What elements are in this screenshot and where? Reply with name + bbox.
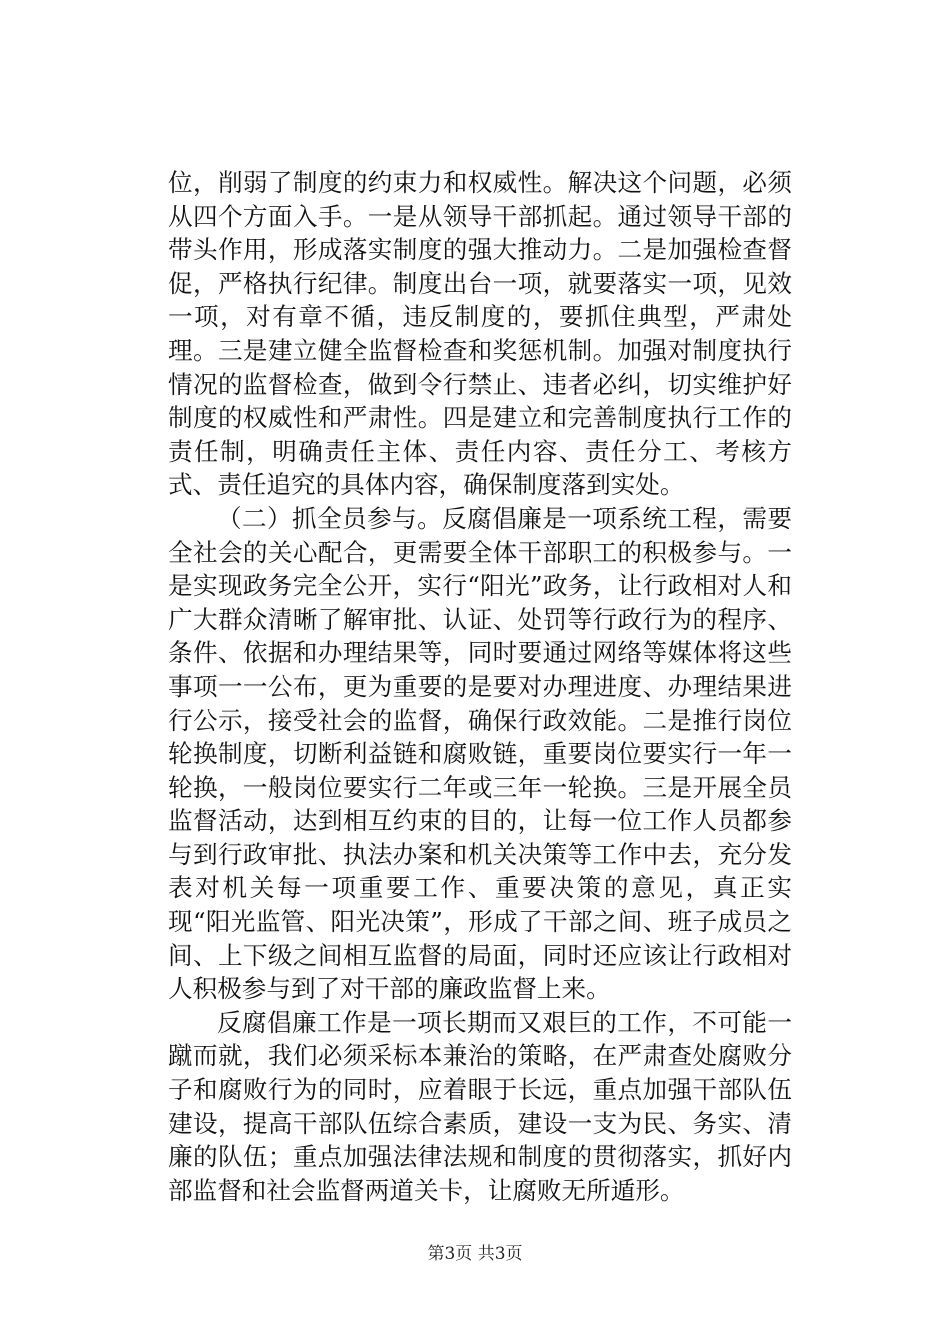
paragraph-conclusion: 反腐倡廉工作是一项长期而又艰巨的工作，不可能一蹴而就，我们必须采标本兼治的策略，在严肃查处腐败分子和腐败行为的同时，应着眼于长远，重点加强干部队伍建设，提高干部队伍综合素质，建设一支为民、务实、清廉的队伍；重点加强法律法规和制度的贯彻落实，抓好内部监督和社会监督两道关卡，让腐败无所遁形。	[168, 1007, 792, 1205]
page-footer: 第3页 共3页	[427, 1244, 523, 1264]
paragraph-section-2: （二）抓全员参与。反腐倡廉是一项系统工程，需要全社会的关心配合，更需要全体干部职工的积极参与。一是实现政务完全公开，实行“阳光”政务，让行政相对人和广大群众清晰了解审批、认证、处罚等行政行为的程序、条件、依据和办理结果等，同时要通过网络等媒体将这些事项一一公布，更为重要的是要对办理进度、办理结果进行公示，接受社会的监督，确保行政效能。二是推行岗位轮换制度，切断利益链和腐败链，重要岗位要实行一年一轮换，一般岗位要实行二年或三年一轮换。三是开展全员监督活动，达到相互约束的目的，让每一位工作人员都参与到行政审批、执法办案和机关决策等工作中去，充分发表对机关每一项重要工作、重要决策的意见，真正实现“阳光监管、阳光决策”，形成了干部之间、班子成员之间、上下级之间相互监督的局面，同时还应该让行政相对人积极参与到了对干部的廉政监督上来。	[168, 503, 792, 1004]
paragraph-continued: 位，削弱了制度的约束力和权威性。解决这个问题，必须从四个方面入手。一是从领导干部抓起。通过领导干部的带头作用，形成落实制度的强大推动力。二是加强检查督促，严格执行纪律。制度出台一项，就要落实一项，见效一项，对有章不循，违反制度的，要抓住典型，严肃处理。三是建立健全监督检查和奖惩机制。加强对制度执行情况的监督检查，做到令行禁止、违者必纠，切实维护好制度的权威性和严肃性。四是建立和完善制度执行工作的责任制，明确责任主体、责任内容、责任分工、考核方式、责任追究的具体内容，确保制度落到实处。	[168, 168, 792, 500]
document-body	[168, 166, 792, 1207]
